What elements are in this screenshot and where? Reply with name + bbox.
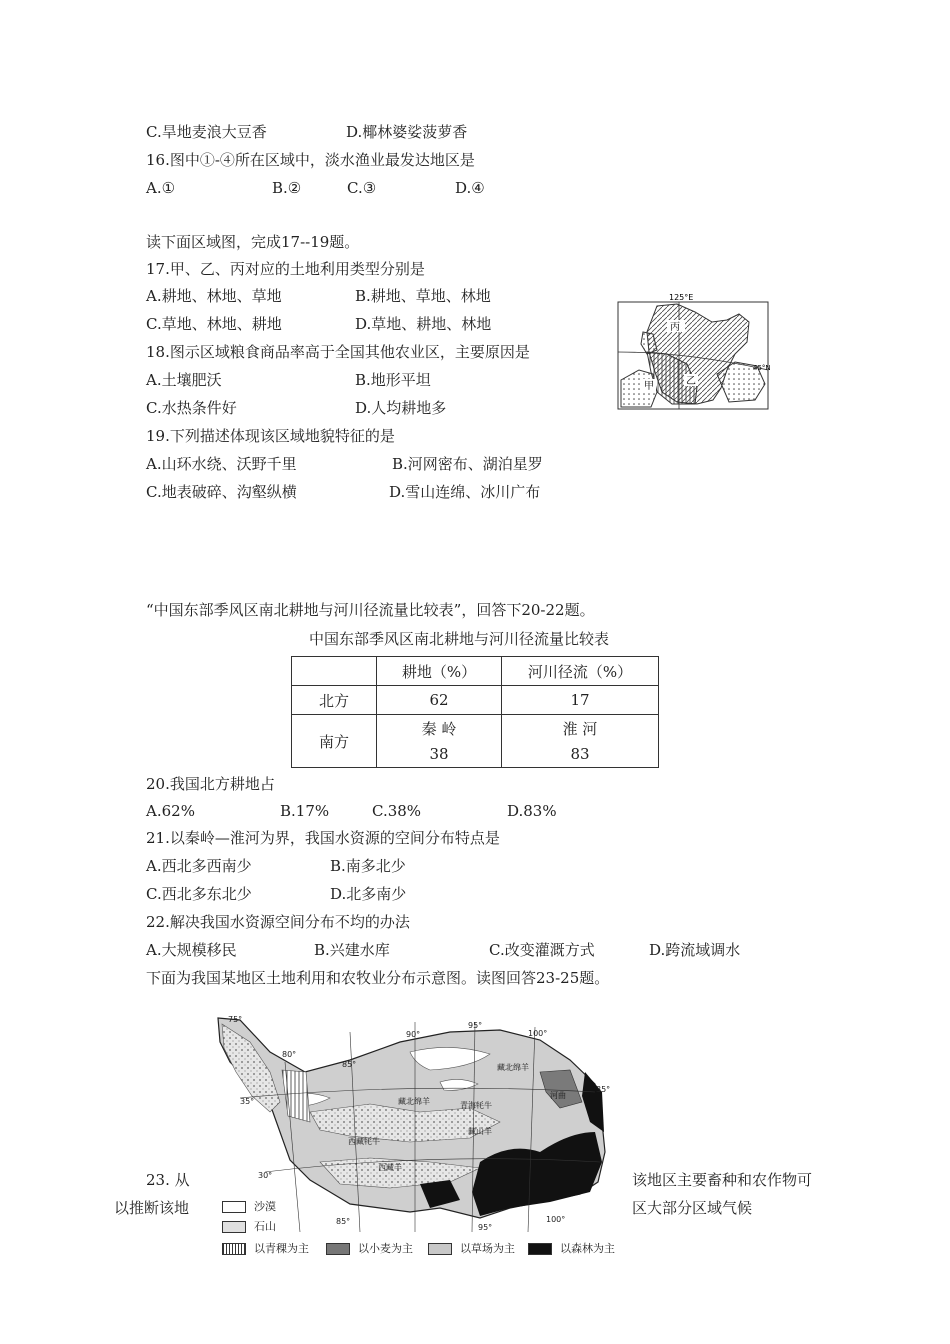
q23-text-part1: 23. 从: [146, 1171, 190, 1189]
q16-option-d: D.④: [455, 179, 485, 197]
legend-desert: 沙漠: [222, 1198, 276, 1214]
intro-17-19: 读下面区域图，完成17--19题。: [146, 233, 360, 251]
q21-option-b: B.南多北少: [330, 857, 406, 875]
map2-label-tibet-sheep: 西藏羊: [378, 1163, 402, 1172]
q22-option-a: A.大规模移民: [146, 941, 237, 959]
q18-option-a: A.土壤肥沃: [146, 371, 222, 389]
q20-option-c: C.38%: [372, 802, 422, 820]
q19-option-a: A.山环水绕、沃野千里: [146, 455, 297, 473]
map2-lat-35: 35°: [240, 1097, 255, 1106]
q23-text-part2: 该地区主要畜种和农作物可: [632, 1171, 813, 1189]
intro-20-22: “中国东部季风区南北耕地与河川径流量比较表”，回答下20-22题。: [146, 601, 595, 619]
q17-option-d: D.草地、耕地、林地: [355, 315, 492, 333]
map2-lat-30: 30°: [258, 1171, 273, 1180]
q20-option-b: B.17%: [280, 802, 330, 820]
q21-option-a: A.西北多西南少: [146, 857, 252, 875]
q16-option-a: A.①: [146, 179, 176, 197]
table-cell-south-farmland: 38: [377, 741, 502, 768]
q18-option-c: C.水热条件好: [146, 399, 237, 417]
legend-desert-swatch: [222, 1201, 246, 1213]
table-cell-huaihe: 淮 河: [502, 715, 659, 742]
q16-option-b: B.②: [272, 179, 302, 197]
comparison-table: [291, 656, 659, 768]
q23-text-part3: 以推断该地: [114, 1199, 190, 1217]
map2-lon-95: 95°: [468, 1021, 483, 1030]
q20-option-a: A.62%: [146, 802, 195, 820]
q23-text-part4: 区大部分区域气候: [632, 1199, 753, 1217]
q19-option-c: C.地表破碎、沟壑纵横: [146, 483, 297, 501]
table-header-blank: [292, 657, 377, 686]
table-row-south-label: 南方: [292, 715, 377, 768]
table-header-farmland: 耕地（%）: [377, 657, 502, 686]
map1-label-jia: 甲: [644, 381, 654, 392]
map2-lat-35-right: 35°: [596, 1085, 611, 1094]
q19-stem: 19.下列描述体现该区域地貌特征的是: [146, 427, 395, 445]
map2-label-qinghai-yak: 青海牦牛: [460, 1101, 492, 1110]
map2-label-hequ: 河曲: [550, 1091, 566, 1100]
q21-option-c: C.西北多东北少: [146, 885, 252, 903]
q22-option-c: C.改变灌溉方式: [489, 941, 595, 959]
table-cell-north-runoff: 17: [502, 686, 659, 715]
table-caption: 中国东部季风区南北耕地与河川径流量比较表: [309, 630, 610, 648]
q16-option-c: C.③: [347, 179, 377, 197]
q18-stem: 18.图示区域粮食商品率高于全国其他农业区，主要原因是: [146, 343, 530, 361]
q22-option-b: B.兴建水库: [314, 941, 390, 959]
map2-lon-85-bottom: 85°: [336, 1217, 351, 1226]
q18-option-d: D.人均耕地多: [355, 399, 447, 417]
map1-label-yi: 乙: [686, 376, 696, 387]
map2-lon-75: 75°: [228, 1015, 243, 1024]
map2-lon-95-bottom: 95°: [478, 1223, 493, 1232]
table-cell-south-runoff: 83: [502, 741, 659, 768]
q15-option-c: C.旱地麦浪大豆香: [146, 123, 267, 141]
map2-lon-85: 85°: [342, 1060, 357, 1069]
q21-option-d: D.北多南少: [330, 885, 407, 903]
q18-option-b: B.地形平坦: [355, 371, 431, 389]
map2-lon-90: 90°: [406, 1030, 421, 1039]
q17-option-a: A.耕地、林地、草地: [146, 287, 282, 305]
legend-wheat: 以小麦为主: [326, 1240, 413, 1256]
map2-lon-100: 100°: [528, 1029, 548, 1038]
legend-forest-swatch: [528, 1243, 552, 1255]
map2-label-tibet-yak: 西藏牦牛: [348, 1137, 380, 1146]
legend-forest: 以森林为主: [528, 1240, 615, 1256]
q16-stem: 16.图中①-④所在区域中，淡水渔业最发达地区是: [146, 151, 475, 169]
q20-stem: 20.我国北方耕地占: [146, 775, 275, 793]
map1-lat-label: 45°N: [753, 364, 771, 372]
map1-label-bing: 丙: [670, 322, 680, 333]
q20-option-d: D.83%: [507, 802, 557, 820]
q15-option-d: D.椰林婆娑菠萝香: [346, 123, 468, 141]
legend-grass: 以草场为主: [428, 1240, 515, 1256]
legend-rock: 石山: [222, 1218, 276, 1234]
map2-label-tibet-north-sheep-1: 藏北绵羊: [497, 1063, 529, 1072]
q17-option-b: B.耕地、草地、林地: [355, 287, 491, 305]
legend-wheat-swatch: [326, 1243, 350, 1255]
table-cell-qinling: 秦 岭: [377, 715, 502, 742]
legend-rock-swatch: [222, 1221, 246, 1233]
table-header-runoff: 河川径流（%）: [502, 657, 659, 686]
q17-stem: 17.甲、乙、丙对应的土地利用类型分别是: [146, 260, 425, 278]
q19-option-d: D.雪山连绵、冰川广布: [389, 483, 541, 501]
legend-barley-swatch: [222, 1243, 246, 1255]
table-row-north-label: 北方: [292, 686, 377, 715]
q17-option-c: C.草地、林地、耕地: [146, 315, 282, 333]
map2-lon-100-bottom: 100°: [546, 1215, 566, 1224]
legend-barley: 以青稞为主: [222, 1240, 309, 1256]
map1-lon-label: 125°E: [669, 293, 694, 302]
q22-option-d: D.跨流域调水: [649, 941, 741, 959]
map2-lon-80: 80°: [282, 1050, 297, 1059]
northeast-region-map: [617, 292, 775, 410]
map2-label-tibet-north-sheep-2: 藏北绵羊: [398, 1097, 430, 1106]
q22-stem: 22.解决我国水资源空间分布不均的办法: [146, 913, 410, 931]
intro-23-25: 下面为我国某地区土地利用和农牧业分布示意图。读图回答23-25题。: [146, 969, 610, 987]
q21-stem: 21.以秦岭—淮河为界，我国水资源的空间分布特点是: [146, 829, 500, 847]
map2-label-tibet-goat: 藏山羊: [468, 1127, 492, 1136]
legend-grass-swatch: [428, 1243, 452, 1255]
table-cell-north-farmland: 62: [377, 686, 502, 715]
q19-option-b: B.河网密布、湖泊星罗: [392, 455, 543, 473]
